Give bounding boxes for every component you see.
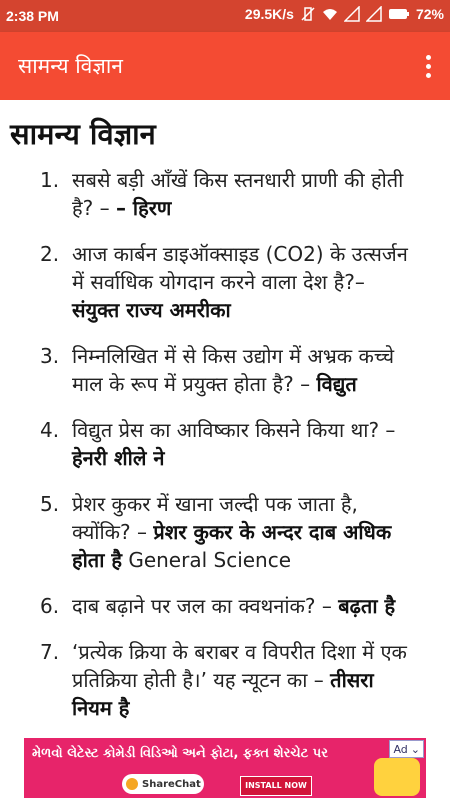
status-time: 2:38 PM [6,8,59,24]
signal-icon-2 [366,6,382,22]
question-text: ‘प्रत्येक क्रिया के बराबर व विपरीत दिशा में एक प्रतिक्रिया होती है।’ यह न्यूटन का – [72,640,407,692]
question-text: आज कार्बन डाइऑक्साइड (CO2) के उत्सर्जन में सर्वाधिक योगदान करने वाला देश है?– [72,242,408,294]
question-item [0,342,450,398]
question-item [0,592,450,620]
overflow-menu-button[interactable] [416,50,440,82]
ad-brand: ShareChat [142,778,201,790]
status-icons [245,6,444,22]
more-vert-icon [426,55,431,60]
chevron-down-icon: ⌄ [410,742,420,756]
question-answer: संयुक्त राज्य अमरीका [72,298,231,322]
question-answer: बढ़ता है [338,594,396,618]
vibrate-icon [300,6,316,22]
battery-icon [388,6,410,22]
question-number: 6. [40,594,60,618]
battery-level: 72% [415,6,444,22]
question-suffix: General Science [128,548,292,572]
question-number: 3. [40,344,60,368]
sharechat-logo [122,774,204,794]
ad-headline: મેળવો લેટેસ્ટ કોમેડી વિડિઓ અને ફોટા, ફક્ત શેરચેટ પર [32,746,328,761]
net-speed: 29.5K/s [244,6,294,22]
signal-icon [344,6,360,22]
app-bar [0,32,450,100]
ad-banner[interactable] [24,738,426,798]
question-number: 1. [40,168,60,192]
ad-banner-container [0,736,450,800]
question-answer: – हिरण [115,196,172,220]
article-heading: सामन्य विज्ञान [10,117,156,151]
question-item [0,490,450,574]
ad-choices-badge[interactable] [389,740,424,758]
sharechat-icon [126,778,138,790]
question-text: प्रेशर कुकर में खाना जल्दी पक जाता है, क्योंकि? – [72,492,358,544]
question-number: 2. [40,242,60,266]
question-item [0,638,450,722]
ad-badge-label: Ad [393,742,408,756]
question-item [0,240,450,324]
question-number: 7. [40,640,60,664]
ad-mascot-image [374,758,420,796]
question-text: निम्नलिखित में से किस उद्योग में अभ्रक कच्चे माल के रूप में प्रयुक्त होता है? – [72,344,395,396]
question-text: दाब बढ़ाने पर जल का क्वथनांक? – [72,594,332,618]
app-title: सामन्य विज्ञान [18,54,123,78]
question-answer: प्रेशर कुकर के अन्दर दाब अधिक होता है [72,520,392,572]
question-answer: तीसरा नियम है [72,668,374,720]
question-item [0,166,450,222]
question-list [0,166,450,736]
question-text: सबसे बड़ी आँखें किस स्तनधारी प्राणी की होती है? – [72,168,404,220]
article-content[interactable] [0,100,450,736]
install-now-button[interactable]: INSTALL NOW [240,776,312,796]
question-text: विद्युत प्रेस का आविष्कार किसने किया था? – [72,418,396,442]
question-number: 5. [40,492,60,516]
question-item [0,416,450,472]
wifi-icon [322,6,338,22]
question-answer: हेनरी शीले ने [72,446,165,470]
question-answer: विद्युत [316,372,357,396]
status-bar [0,0,450,32]
question-number: 4. [40,418,60,442]
